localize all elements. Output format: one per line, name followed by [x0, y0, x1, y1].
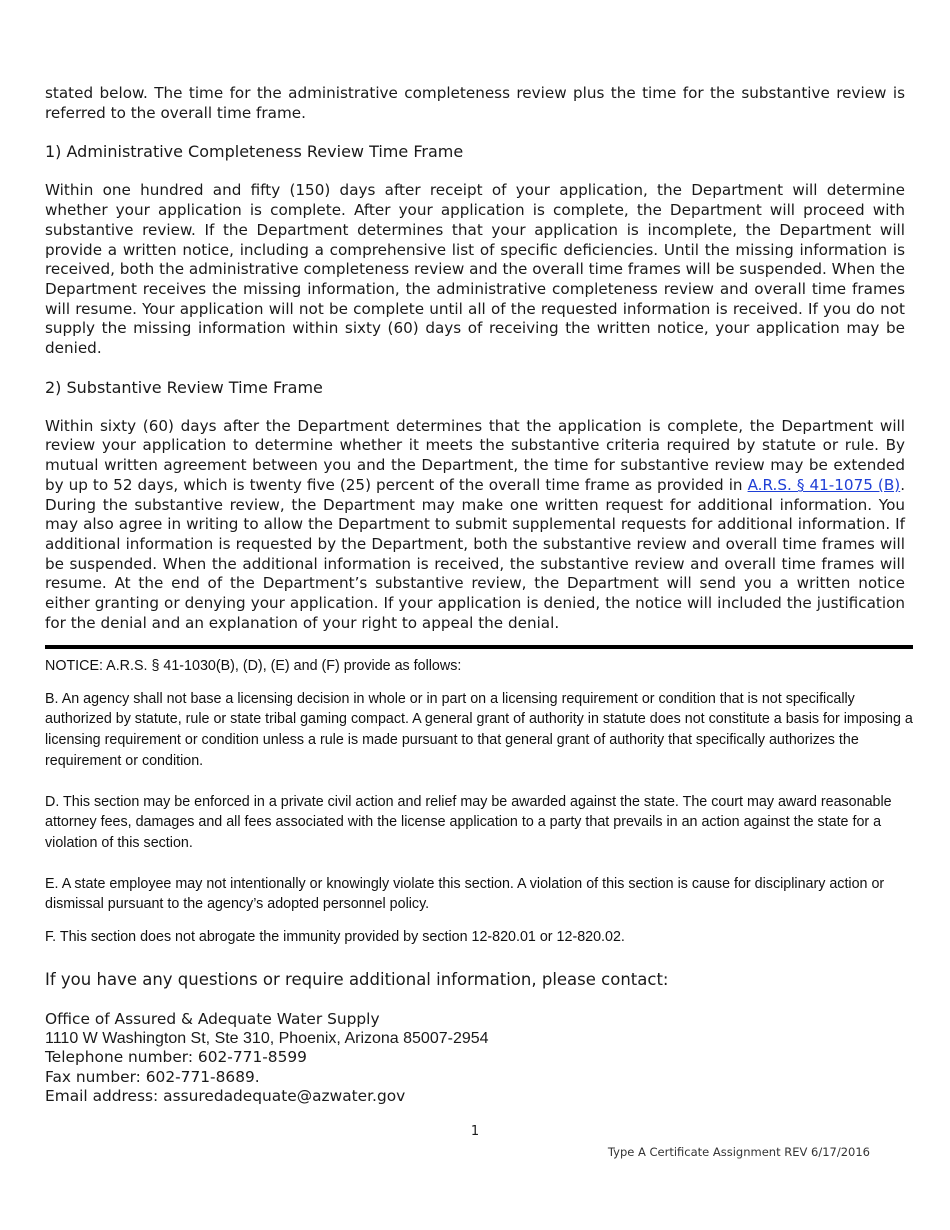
section1-heading: 1) Administrative Completeness Review Time Frame [45, 142, 464, 162]
contact-question: If you have any questions or require additional information, please contact: [45, 970, 669, 989]
section1-paragraph: Within one hundred and fifty (150) days after receipt of your application, the Department will determine whether your application is complete. After your application is complete, the Department will proceed with substantive review. If the Department determines that your application is incomplete, the Department will provide a written notice, including a comprehensive list of specific deficiencies. Until the missing information is received, both the administrative completeness review and the overall time frames will be suspended. When the Department receives the missing information, the administrative completeness review and overall time frames will resume. Your application will not be complete until all of the requested information is received. If you do not supply the missing information within sixty (60) days of receiving the written notice, your application may be denied. [45, 181, 905, 358]
notice-block [45, 656, 913, 948]
section-divider [45, 645, 913, 649]
section2-heading: 2) Substantive Review Time Frame [45, 377, 323, 397]
contact-email: Email address: assuredadequate@azwater.gov [45, 1086, 406, 1105]
section2-text-before-link: Within sixty (60) days after the Department determines that the application is complete, the Department will review your application to determine whether it meets the substantive criteria required by statute or rule. By mutual written agreement between you and the Department, the time for substantive review may be extended by up to 52 days, which is twenty five (25) percent of the overall time frame as provided in [45, 416, 905, 494]
section2-text-after-link: . During the substantive review, the Department may make one written request for additional information. You may also agree in writing to allow the Department to submit supplemental requests for additional information. If additional information is requested by the Department, both the substantive review and overall time frames will be suspended. When the additional information is received, the substantive review and overall time frames will resume. At the end of the Department’s substantive review, the Department will send you a written notice either granting or denying your application. If your application is denied, the notice will included the justification for the denial and an explanation of your right to appeal the denial. [45, 475, 906, 632]
notice-title: NOTICE: A.R.S. § 41-1030(B), (D), (E) and (F) provide as follows: [45, 658, 462, 674]
contact-fax: Fax number: 602-771-8689. [45, 1067, 260, 1086]
contact-telephone: Telephone number: 602-771-8599 [45, 1048, 307, 1067]
notice-item-f: F. This section does not abrogate the immunity provided by section 12-820.01 or 12-820.02. [45, 929, 625, 946]
ars-41-1075-link[interactable]: A.R.S. § 41-1075 (B) [747, 475, 901, 494]
page-number: 1 [470, 1124, 480, 1139]
contact-block [45, 970, 905, 1106]
section2-paragraph [45, 417, 905, 634]
intro-paragraph: stated below. The time for the administrative completeness review plus the time for the substantive review is referred to the overall time frame. [45, 84, 905, 122]
document-body [45, 84, 905, 633]
contact-address: 1110 W Washington St, Ste 310, Phoenix, Arizona 85007-2954 [45, 1030, 489, 1048]
notice-item-d: D. This section may be enforced in a private civil action and relief may be awarded against the state. The court may award reasonable attorney fees, damages and all fees associated with the license application to a party that prevails in an action against the state for a violation of this section. [45, 793, 892, 851]
notice-item-b: B. An agency shall not base a licensing decision in whole or in part on a licensing requirement or condition that is not specifically authorized by statute, rule or state tribal gaming compact. A general grant of authority in statute does not constitute a basis for imposing a licensing requirement or condition unless a rule is made pursuant to that general grant of authority that specifically authorizes the requirement or condition. [45, 690, 913, 769]
notice-item-e: E. A state employee may not intentionally or knowingly violate this section. A violation of this section is cause for disciplinary action or dismissal pursuant to the agency’s adopted personnel policy. [45, 875, 885, 913]
document-footer: Type A Certificate Assignment REV 6/17/2016 [607, 1145, 870, 1159]
contact-office: Office of Assured & Adequate Water Supply [45, 1010, 380, 1028]
